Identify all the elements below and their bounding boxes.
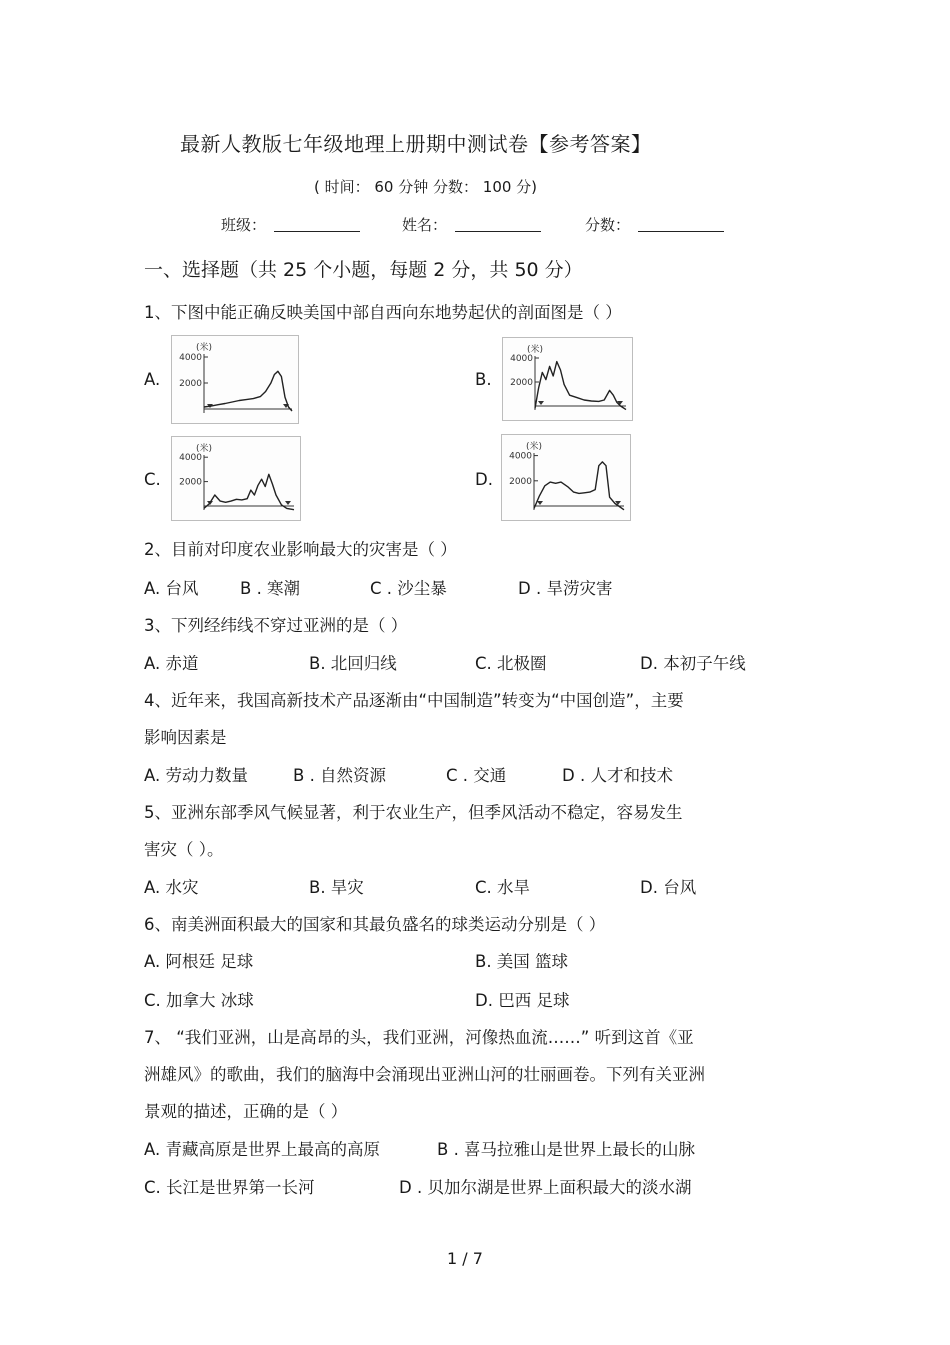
chart-b-tick-label-0: 4000	[510, 354, 533, 364]
field-class-blank[interactable]	[274, 217, 360, 232]
q3-option-a: A. 赤道	[144, 654, 199, 673]
q5-option-a: A. 水灾	[144, 878, 199, 897]
q4-option-d: D . 人才和技术	[562, 766, 673, 785]
q1-option-d-label: D.	[475, 470, 493, 489]
field-score-blank[interactable]	[638, 217, 724, 232]
question-7-line-1: 7、 “我们亚洲，山是高昂的头，我们亚洲，河像热血流……” 听到这首《亚	[144, 1028, 694, 1047]
chart-c-tick-label-1: 2000	[179, 477, 202, 488]
q4-option-a: A. 劳动力数量	[144, 766, 248, 785]
q7-option-c: C. 长江是世界第一长河	[144, 1178, 315, 1197]
q3-option-d: D. 本初子午线	[640, 654, 746, 673]
q6-option-c: C. 加拿大 冰球	[144, 991, 254, 1010]
chart-d-tick-label-0: 4000	[509, 451, 532, 462]
question-2: 2、目前对印度农业影响最大的灾害是（ ）	[144, 540, 457, 559]
profile-chart-d-svg	[502, 435, 630, 520]
question-7-line-2: 洲雄风》的歌曲，我们的脑海中会涌现出亚洲山河的壮丽画卷。下列有关亚洲	[144, 1065, 705, 1084]
field-class	[221, 214, 360, 235]
q5-option-d: D. 台风	[640, 878, 697, 897]
chart-b-end-marker-0	[538, 401, 544, 405]
profile-chart-a	[171, 335, 299, 424]
q1-option-c-label: C.	[144, 470, 161, 489]
q7-option-b: B . 喜马拉雅山是世界上最长的山脉	[437, 1140, 696, 1159]
chart-c-unit-label: (米)	[196, 444, 213, 454]
q2-option-a: A. 台风	[144, 579, 199, 598]
chart-b-unit-label: (米)	[527, 345, 544, 355]
profile-chart-c-svg	[172, 437, 300, 520]
field-class-label: 班级：	[221, 216, 267, 234]
chart-a-tick-label-1: 2000	[179, 379, 202, 389]
field-name-label: 姓名：	[402, 216, 448, 234]
q2-option-c: C . 沙尘暴	[370, 579, 447, 598]
q2-option-b: B . 寒潮	[240, 579, 301, 598]
profile-chart-b	[502, 337, 633, 421]
q6-option-a: A. 阿根廷 足球	[144, 952, 254, 971]
chart-d-unit-label: (米)	[526, 442, 543, 452]
q3-option-c: C. 北极圈	[475, 654, 547, 673]
question-6: 6、南美洲面积最大的国家和其最负盛名的球类运动分别是（ ）	[144, 915, 606, 934]
chart-c-end-marker-1	[285, 501, 291, 505]
q3-option-b: B. 北回归线	[309, 654, 397, 673]
profile-chart-a-svg	[172, 336, 298, 423]
q5-option-b: B. 旱灾	[309, 878, 364, 897]
q7-option-a: A. 青藏高原是世界上最高的高原	[144, 1140, 380, 1159]
chart-b-profile-line	[535, 362, 626, 410]
chart-c-profile-line	[204, 474, 294, 509]
field-name-blank[interactable]	[455, 217, 541, 232]
chart-b-tick-label-1: 2000	[510, 378, 533, 388]
chart-a-tick-label-0: 4000	[179, 353, 202, 363]
q2-option-d: D . 旱涝灾害	[518, 579, 613, 598]
field-score	[585, 214, 724, 235]
q6-option-d: D. 巴西 足球	[475, 991, 570, 1010]
chart-d-end-marker-0	[537, 501, 543, 505]
section-heading: 一、选择题（共 25 个小题，每题 2 分，共 50 分）	[144, 259, 583, 281]
profile-chart-d	[501, 434, 631, 521]
page-title: 最新人教版七年级地理上册期中测试卷【参考答案】	[180, 132, 652, 156]
profile-chart-c	[171, 436, 301, 521]
chart-d-profile-line	[534, 462, 624, 510]
question-4-line-1: 4、近年来，我国高新技术产品逐渐由“中国制造”转变为“中国创造”，主要	[144, 691, 684, 710]
chart-c-tick-label-0: 4000	[179, 453, 202, 464]
question-5-line-1: 5、亚洲东部季风气候显著，利于农业生产，但季风活动不稳定，容易发生	[144, 803, 683, 822]
exam-info: ( 时间： 60 分钟 分数： 100 分)	[314, 178, 538, 196]
chart-a-unit-label: (米)	[196, 343, 213, 353]
q5-option-c: C. 水旱	[475, 878, 531, 897]
field-name	[402, 214, 541, 235]
q1-option-b-label: B.	[475, 370, 492, 389]
field-score-label: 分数：	[585, 216, 631, 234]
question-1: 1、下图中能正确反映美国中部自西向东地势起伏的剖面图是（ ）	[144, 303, 622, 322]
question-5-line-2: 害灾（ ）。	[144, 840, 224, 859]
question-3: 3、下列经纬线不穿过亚洲的是（ ）	[144, 616, 408, 635]
chart-d-tick-label-1: 2000	[509, 476, 532, 487]
profile-chart-b-svg	[503, 338, 632, 420]
q4-option-c: C . 交通	[446, 766, 507, 785]
chart-a-profile-line	[204, 371, 292, 411]
q1-option-a-label: A.	[144, 370, 161, 389]
q7-option-d: D . 贝加尔湖是世界上面积最大的淡水湖	[399, 1178, 692, 1197]
page-number: 1 / 7	[447, 1249, 483, 1268]
question-7-line-3: 景观的描述，正确的是（ ）	[144, 1102, 348, 1121]
q6-option-b: B. 美国 篮球	[475, 952, 569, 971]
question-4-line-2: 影响因素是	[144, 728, 227, 747]
q4-option-b: B . 自然资源	[293, 766, 387, 785]
